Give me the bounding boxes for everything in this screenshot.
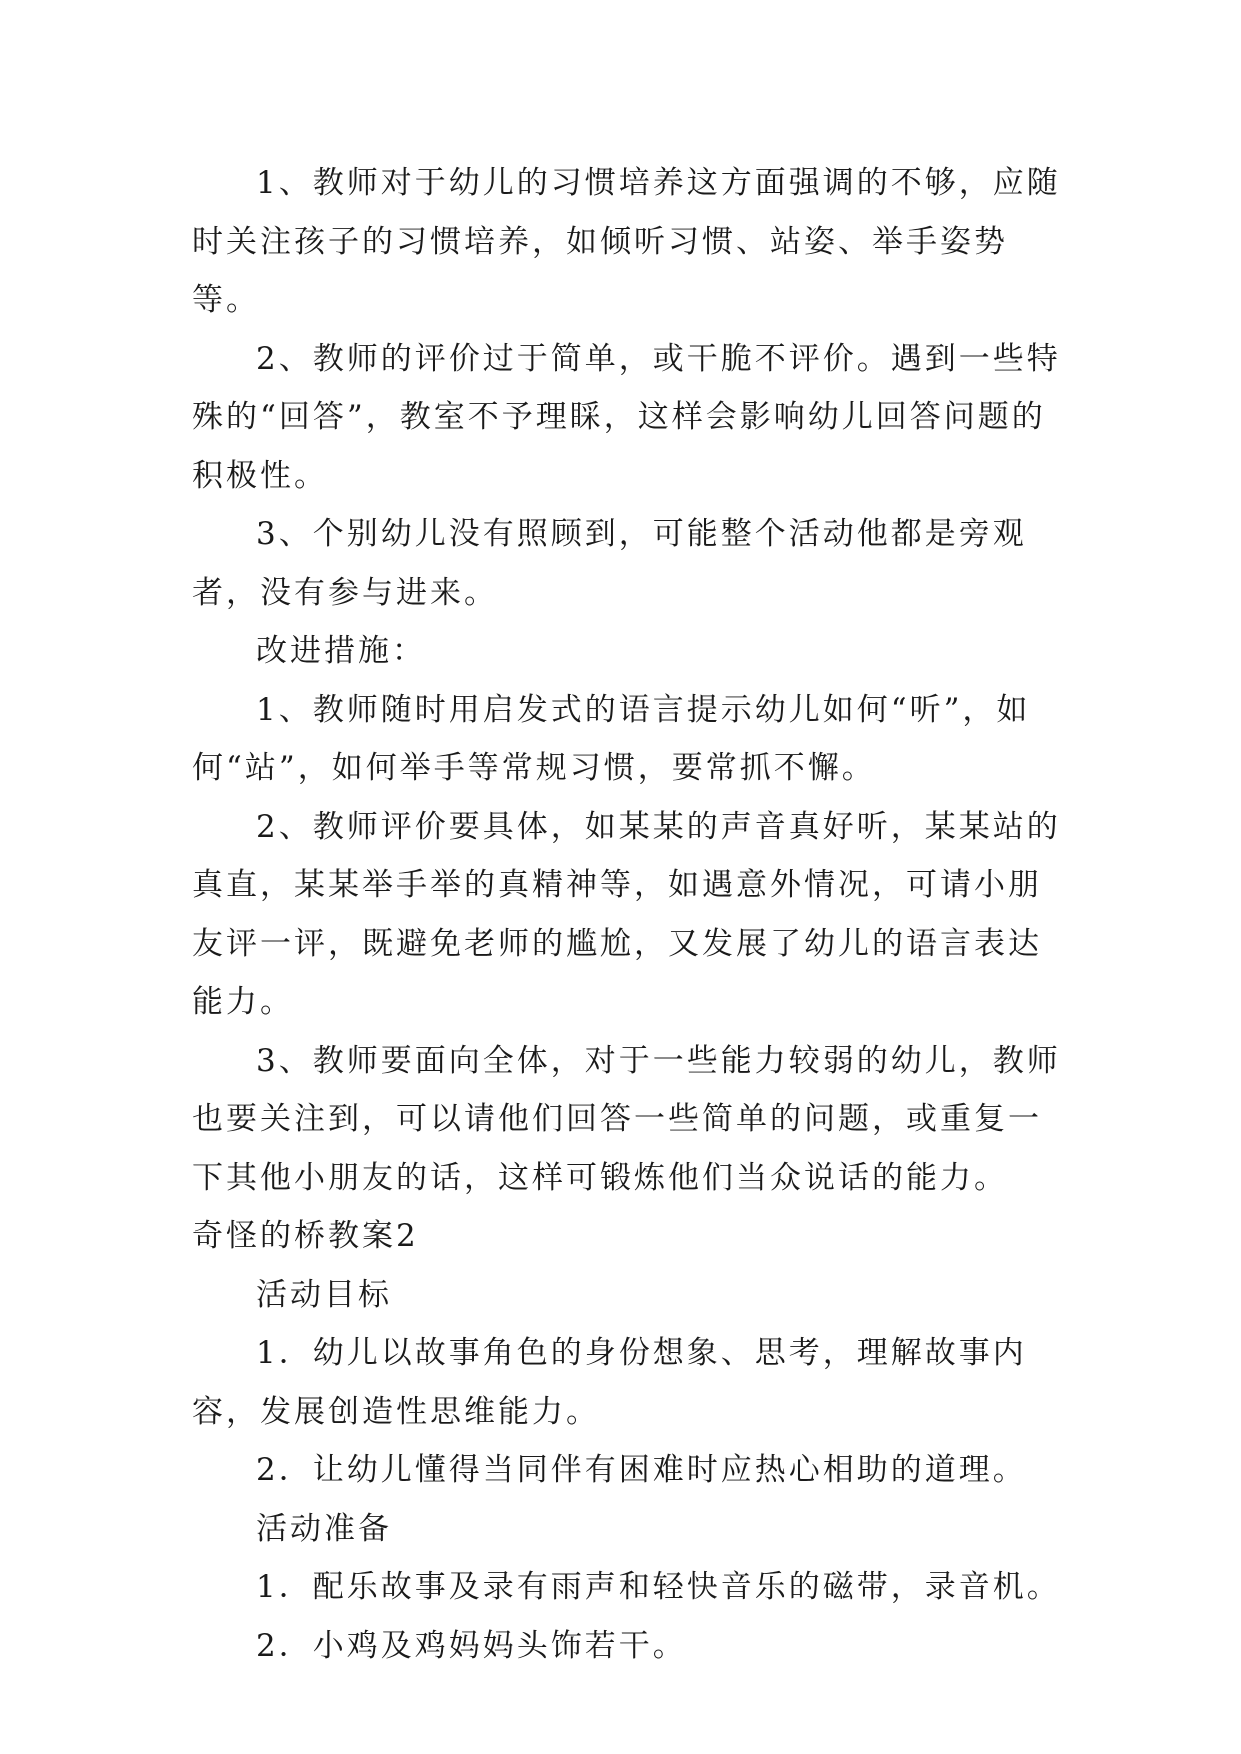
paragraph-improvement-1: 1、教师随时用启发式的语言提示幼儿如何“听”，如何“站”，如何举手等常规习惯，要常抓不懈。 <box>192 691 1031 786</box>
paragraph-preparation-2: 2．小鸡及鸡妈妈头饰若干。 <box>256 1627 687 1664</box>
paragraph-evaluation-issue: 2、教师的评价过于简单，或干脆不评价。遇到一些特殊的“回答”，教室不予理睬，这样会影响幼儿回答问题的积极性。 <box>192 340 1061 494</box>
paragraph-objective-1: 1．幼儿以故事角色的身份想象、思考，理解故事内容，发展创造性思维能力。 <box>192 1335 1027 1430</box>
paragraph-improvement-2: 2、教师评价要具体，如某某的声音真好听，某某站的真直，某某举手举的真精神等，如遇意外情况，可请小朋友评一评，既避免老师的尴尬，又发展了幼儿的语言表达能力。 <box>192 808 1061 1020</box>
document-body <box>192 154 1072 1675</box>
paragraph-objective-2: 2．让幼儿懂得当同伴有困难时应热心相助的道理。 <box>256 1452 1027 1488</box>
section-heading-objectives: 活动目标 <box>256 1276 392 1313</box>
paragraph-improvement-3: 3、教师要面向全体，对于一些能力较弱的幼儿，教师也要关注到，可以请他们回答一些简单的问题，或重复一下其他小朋友的话，这样可锻炼他们当众说话的能力。 <box>192 1042 1061 1196</box>
paragraph-participation-issue: 3、个别幼儿没有照顾到，可能整个活动他都是旁观者，没有参与进来。 <box>192 516 1027 611</box>
lesson-plan-title: 奇怪的桥教案2 <box>192 1218 419 1254</box>
paragraph-habit-issue: 1、教师对于幼儿的习惯培养这方面强调的不够，应随时关注孩子的习惯培养，如倾听习惯、站姿、举手姿势等。 <box>192 165 1061 318</box>
section-heading-improvements: 改进措施： <box>256 633 426 669</box>
paragraph-preparation-1: 1．配乐故事及录有雨声和轻快音乐的磁带，录音机。 <box>256 1569 1061 1605</box>
section-heading-preparation: 活动准备 <box>256 1510 392 1547</box>
